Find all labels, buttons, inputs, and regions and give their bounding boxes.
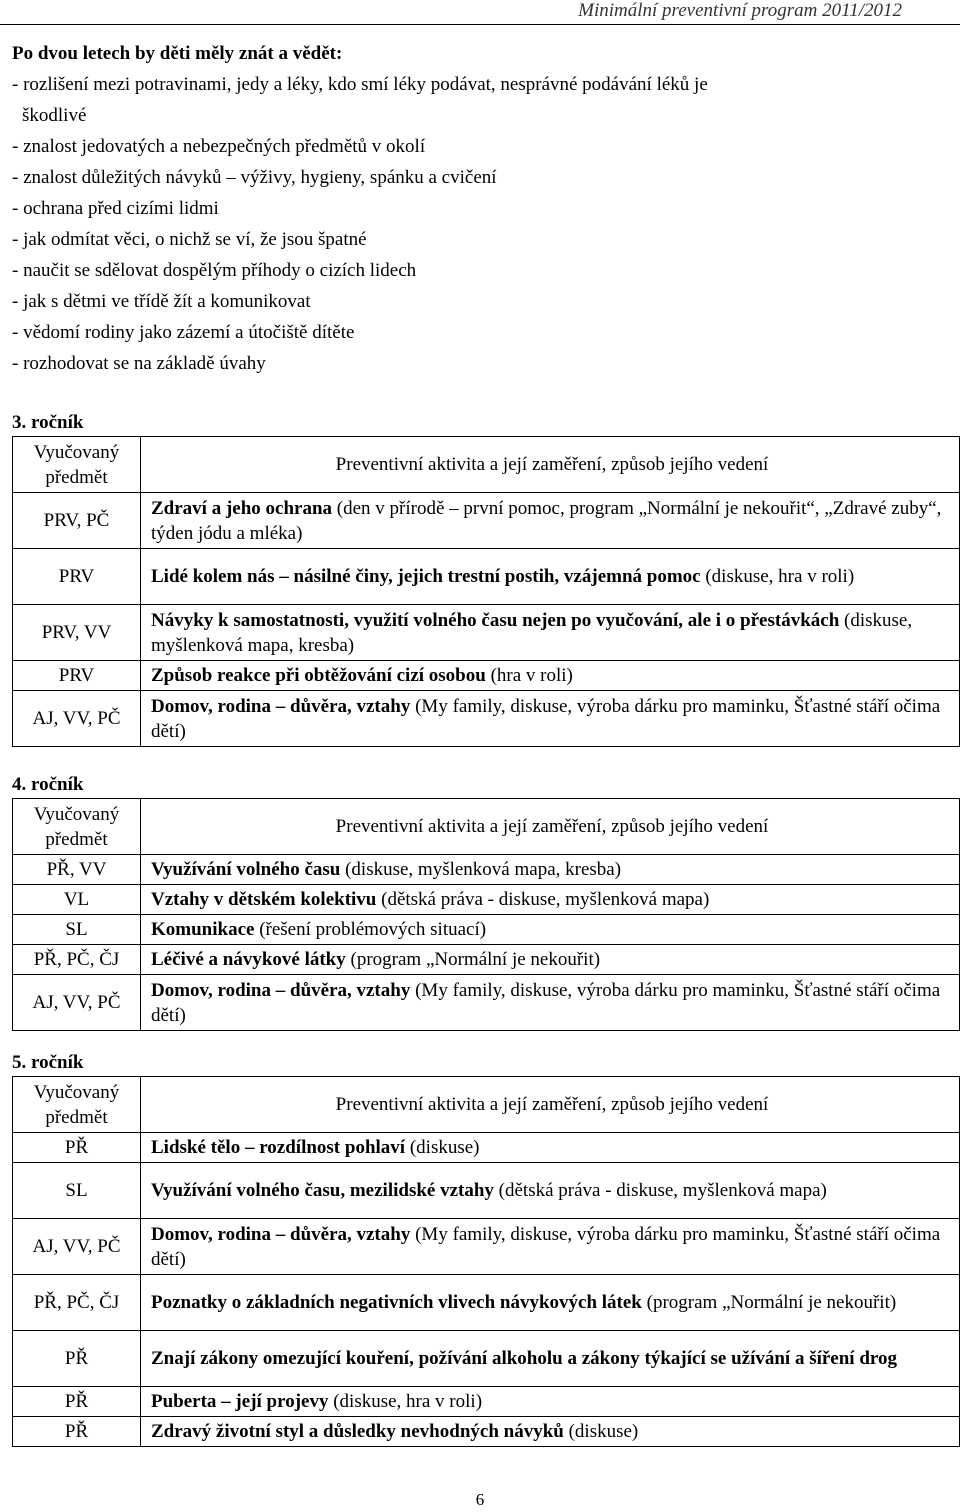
- intro-item: - rozhodovat se na základě úvahy: [12, 353, 266, 374]
- subject-cell: PŘ: [13, 1387, 141, 1417]
- subject-cell: PRV, VV: [13, 605, 141, 661]
- activity-detail: (My family, diskuse, výroba dárku pro maminku, Šťastné stáří očima dětí): [151, 979, 941, 1026]
- intro-item: - vědomí rodiny jako zázemí a útočiště dítěte: [12, 322, 355, 343]
- intro-item: - znalost důležitých návyků – výživy, hygieny, spánku a cvičení: [12, 167, 497, 188]
- activity-cell: [141, 945, 960, 975]
- table-row: [13, 1163, 960, 1219]
- page-number: 6: [475, 1490, 485, 1509]
- activity-detail: (diskuse, myšlenková mapa, kresba): [151, 609, 913, 656]
- activity-topic: Využívání volného času, mezilidské vztahy: [151, 1180, 494, 1201]
- table-row: [13, 549, 960, 605]
- activity-detail: (diskuse): [405, 1137, 480, 1158]
- activity-detail: (diskuse, myšlenková mapa, kresba): [340, 859, 622, 880]
- activity-cell: [141, 493, 960, 549]
- activity-cell: [141, 1387, 960, 1417]
- subject-cell: PŘ, PČ, ČJ: [13, 1275, 141, 1331]
- subject-cell: VL: [13, 885, 141, 915]
- subject-cell: SL: [13, 1163, 141, 1219]
- activity-topic: Domov, rodina – důvěra, vztahy: [151, 695, 411, 717]
- subject-cell: PŘ, VV: [13, 855, 141, 885]
- activity-detail: (řešení problémových situací): [254, 919, 487, 940]
- activity-cell: [141, 975, 960, 1031]
- activity-cell: [141, 1331, 960, 1387]
- table-row: [13, 1331, 960, 1387]
- header-divider: [0, 24, 960, 25]
- activity-cell: [141, 691, 960, 747]
- activity-detail: (diskuse, hra v roli): [700, 566, 855, 587]
- intro-item: - ochrana před cizími lidmi: [12, 198, 219, 219]
- section-grade-5: [12, 1050, 960, 1447]
- table-row: [13, 1133, 960, 1163]
- table-row: [13, 1275, 960, 1331]
- table-row: [13, 885, 960, 915]
- activity-cell: [141, 1163, 960, 1219]
- activity-detail: (program „Normální je nekouřit): [641, 1292, 897, 1313]
- activity-topic: Lidské tělo – rozdílnost pohlaví: [151, 1137, 406, 1158]
- activity-topic: Léčivé a návykové látky: [151, 949, 346, 970]
- activity-topic: Návyky k samostatnosti, využití volného času nejen po vyučování, ale i o přestávkách: [151, 609, 840, 631]
- page-header: Minimální preventivní program 2011/2012: [578, 0, 902, 21]
- section-grade-4: [12, 772, 960, 1031]
- activity-detail: (diskuse, hra v roli): [328, 1391, 483, 1412]
- activity-topic: Vztahy v dětském kolektivu: [151, 889, 377, 910]
- activity-detail: (dětská práva - diskuse, myšlenková mapa): [376, 889, 710, 910]
- section-title: 3. ročník: [12, 412, 84, 433]
- activity-topic: Zdravý životní styl a důsledky nevhodných návyků: [151, 1421, 564, 1442]
- section-title: 5. ročník: [12, 1052, 84, 1073]
- activity-topic: Zdraví a jeho ochrana: [151, 497, 333, 519]
- intro-item: - jak s dětmi ve třídě žít a komunikovat: [12, 291, 311, 312]
- intro-item: - rozlišení mezi potravinami, jedy a léky, kdo smí léky podávat, nesprávné podávání léků je: [12, 74, 708, 95]
- activity-table: [12, 1076, 960, 1447]
- subject-cell: AJ, VV, PČ: [13, 691, 141, 747]
- section-title: 4. ročník: [12, 774, 84, 795]
- table-row: [13, 915, 960, 945]
- activity-table: [12, 436, 960, 747]
- activity-cell: [141, 1219, 960, 1275]
- activity-topic: Způsob reakce při obtěžování cizí osobou: [151, 665, 486, 686]
- table-row: [13, 605, 960, 661]
- table-header-row: [13, 437, 960, 493]
- activity-topic: Využívání volného času: [151, 859, 341, 880]
- intro-item: - jak odmítat věci, o nichž se ví, že jsou špatné: [12, 229, 367, 250]
- activity-detail: (program „Normální je nekouřit): [345, 949, 601, 970]
- activity-header: Preventivní aktivita a její zaměření, způsob jejího vedení: [141, 799, 960, 855]
- activity-detail: (My family, diskuse, výroba dárku pro maminku, Šťastné stáří očima dětí): [151, 695, 941, 742]
- activity-cell: [141, 885, 960, 915]
- table-row: [13, 691, 960, 747]
- activity-topic: Znají zákony omezující kouření, požívání alkoholu a zákony týkající se užívání a šíření drog: [151, 1348, 897, 1369]
- table-row: [13, 1387, 960, 1417]
- subject-cell: PŘ: [13, 1133, 141, 1163]
- activity-detail: (dětská práva - diskuse, myšlenková mapa): [493, 1180, 827, 1201]
- intro-title: Po dvou letech by děti měly znát a vědět:: [12, 43, 343, 64]
- subject-header: Vyučovaný předmět: [13, 437, 141, 493]
- subject-header: Vyučovaný předmět: [13, 1077, 141, 1133]
- activity-cell: [141, 661, 960, 691]
- activity-header: Preventivní aktivita a její zaměření, způsob jejího vedení: [141, 437, 960, 493]
- subject-cell: SL: [13, 915, 141, 945]
- table-row: [13, 975, 960, 1031]
- activity-cell: [141, 605, 960, 661]
- subject-cell: PŘ: [13, 1331, 141, 1387]
- activity-topic: Domov, rodina – důvěra, vztahy: [151, 979, 411, 1001]
- activity-topic: Domov, rodina – důvěra, vztahy: [151, 1223, 411, 1245]
- intro-item: - naučit se sdělovat dospělým příhody o cizích lidech: [12, 260, 417, 281]
- subject-cell: PRV: [13, 549, 141, 605]
- intro-block: [12, 38, 942, 379]
- intro-item: - znalost jedovatých a nebezpečných předmětů v okolí: [12, 136, 426, 157]
- subject-cell: PRV, PČ: [13, 493, 141, 549]
- subject-cell: PŘ, PČ, ČJ: [13, 945, 141, 975]
- subject-header: Vyučovaný předmět: [13, 799, 141, 855]
- table-row: [13, 1417, 960, 1447]
- activity-topic: Puberta – její projevy: [151, 1391, 329, 1412]
- activity-topic: Poznatky o základních negativních vlivech návykových látek: [151, 1292, 642, 1313]
- activity-detail: (den v přírodě – první pomoc, program „Normální je nekouřit“, „Zdravé zuby“, týden jódu a mléka): [151, 497, 942, 544]
- table-header-row: [13, 799, 960, 855]
- table-row: [13, 661, 960, 691]
- activity-detail: (My family, diskuse, výroba dárku pro maminku, Šťastné stáří očima dětí): [151, 1223, 941, 1270]
- activity-cell: [141, 1417, 960, 1447]
- subject-cell: AJ, VV, PČ: [13, 1219, 141, 1275]
- intro-item: škodlivé: [22, 105, 87, 126]
- subject-cell: AJ, VV, PČ: [13, 975, 141, 1031]
- activity-topic: Komunikace: [151, 919, 255, 940]
- table-header-row: [13, 1077, 960, 1133]
- subject-cell: PRV: [13, 661, 141, 691]
- activity-cell: [141, 855, 960, 885]
- activity-header: Preventivní aktivita a její zaměření, způsob jejího vedení: [141, 1077, 960, 1133]
- activity-table: [12, 798, 960, 1031]
- activity-cell: [141, 1275, 960, 1331]
- table-row: [13, 855, 960, 885]
- table-row: [13, 945, 960, 975]
- table-row: [13, 1219, 960, 1275]
- activity-cell: [141, 915, 960, 945]
- activity-detail: (hra v roli): [485, 665, 573, 686]
- table-row: [13, 493, 960, 549]
- subject-cell: PŘ: [13, 1417, 141, 1447]
- activity-cell: [141, 549, 960, 605]
- activity-topic: Lidé kolem nás – násilné činy, jejich trestní postih, vzájemná pomoc: [151, 566, 701, 587]
- activity-detail: (diskuse): [563, 1421, 639, 1442]
- activity-cell: [141, 1133, 960, 1163]
- section-grade-3: [12, 410, 960, 747]
